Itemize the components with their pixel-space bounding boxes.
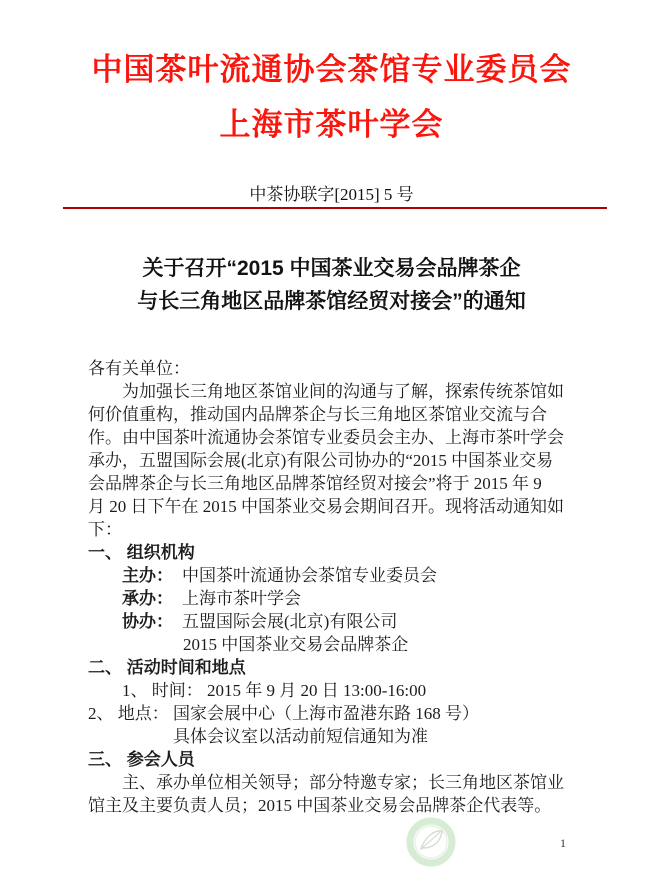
organizer-label: 主办： bbox=[122, 566, 173, 585]
intro-line: 月 20 日下午在 2015 中国茶业交易会期间召开。现将活动通知如 bbox=[88, 497, 564, 516]
section2-heading: 二、 活动时间和地点 bbox=[88, 658, 246, 677]
org-header bbox=[0, 42, 663, 152]
page-number: 1 bbox=[560, 836, 566, 850]
notice-title bbox=[0, 252, 663, 318]
organizer-label: 协办： bbox=[122, 612, 173, 631]
organizer-value: 五盟国际会展(北京)有限公司 bbox=[182, 612, 398, 631]
org-name-line1: 中国茶叶流通协会茶馆专业委员会 bbox=[91, 52, 572, 87]
organizer-row-host bbox=[88, 564, 598, 587]
organizer-value: 上海市茶叶学会 bbox=[182, 589, 301, 608]
section3-heading: 三、 参会人员 bbox=[88, 750, 195, 769]
notice-body bbox=[88, 357, 598, 817]
intro-line: 何价值重构，推动国内品牌茶企与长三角地区茶馆业交流与合 bbox=[88, 405, 547, 424]
intro-line: 为加强长三角地区茶馆业间的沟通与了解，探索传统茶馆如 bbox=[122, 382, 564, 401]
leaf-watermark-icon bbox=[405, 816, 457, 873]
organizer-row-continuation: 2015 中国茶业交易会品牌茶企 bbox=[183, 635, 409, 654]
section1-heading: 一、 组织机构 bbox=[88, 543, 195, 562]
notice-title-line1: 关于召开“2015 中国茶业交易会品牌茶企 bbox=[142, 257, 521, 280]
intro-line: 作。由中国茶叶流通协会茶馆专业委员会主办、上海市茶叶学会 bbox=[88, 428, 564, 447]
attendees-line: 馆主及主要负责人员；2015 中国茶业交易会品牌茶企代表等。 bbox=[88, 796, 552, 815]
event-place-note: 具体会议室以活动前短信通知为准 bbox=[173, 727, 428, 746]
salutation: 各有关单位： bbox=[88, 359, 190, 378]
red-divider-rule bbox=[63, 207, 607, 209]
document-number: 中茶协联字[2015] 5 号 bbox=[249, 185, 414, 204]
event-place-line: 2、 地点： 国家会展中心（上海市盈港东路 168 号） bbox=[88, 704, 479, 723]
event-time-line: 1、 时间： 2015 年 9 月 20 日 13:00-16:00 bbox=[122, 681, 427, 700]
organizer-row-undertaker bbox=[88, 587, 598, 610]
organizer-label: 承办： bbox=[122, 589, 173, 608]
organizer-row-coorganizer bbox=[88, 610, 598, 633]
org-name-line2: 上海市茶叶学会 bbox=[219, 107, 444, 142]
notice-title-line2: 与长三角地区品牌茶馆经贸对接会”的通知 bbox=[137, 290, 526, 313]
intro-line: 下： bbox=[88, 520, 122, 539]
attendees-line: 主、承办单位相关领导；部分特邀专家；长三角地区茶馆业 bbox=[122, 773, 564, 792]
intro-line: 承办，五盟国际会展(北京)有限公司协办的“2015 中国茶业交易 bbox=[88, 451, 554, 470]
organizer-value: 中国茶叶流通协会茶馆专业委员会 bbox=[182, 566, 437, 585]
intro-line: 会品牌茶企与长三角地区品牌茶馆经贸对接会”将于 2015 年 9 bbox=[88, 474, 542, 493]
